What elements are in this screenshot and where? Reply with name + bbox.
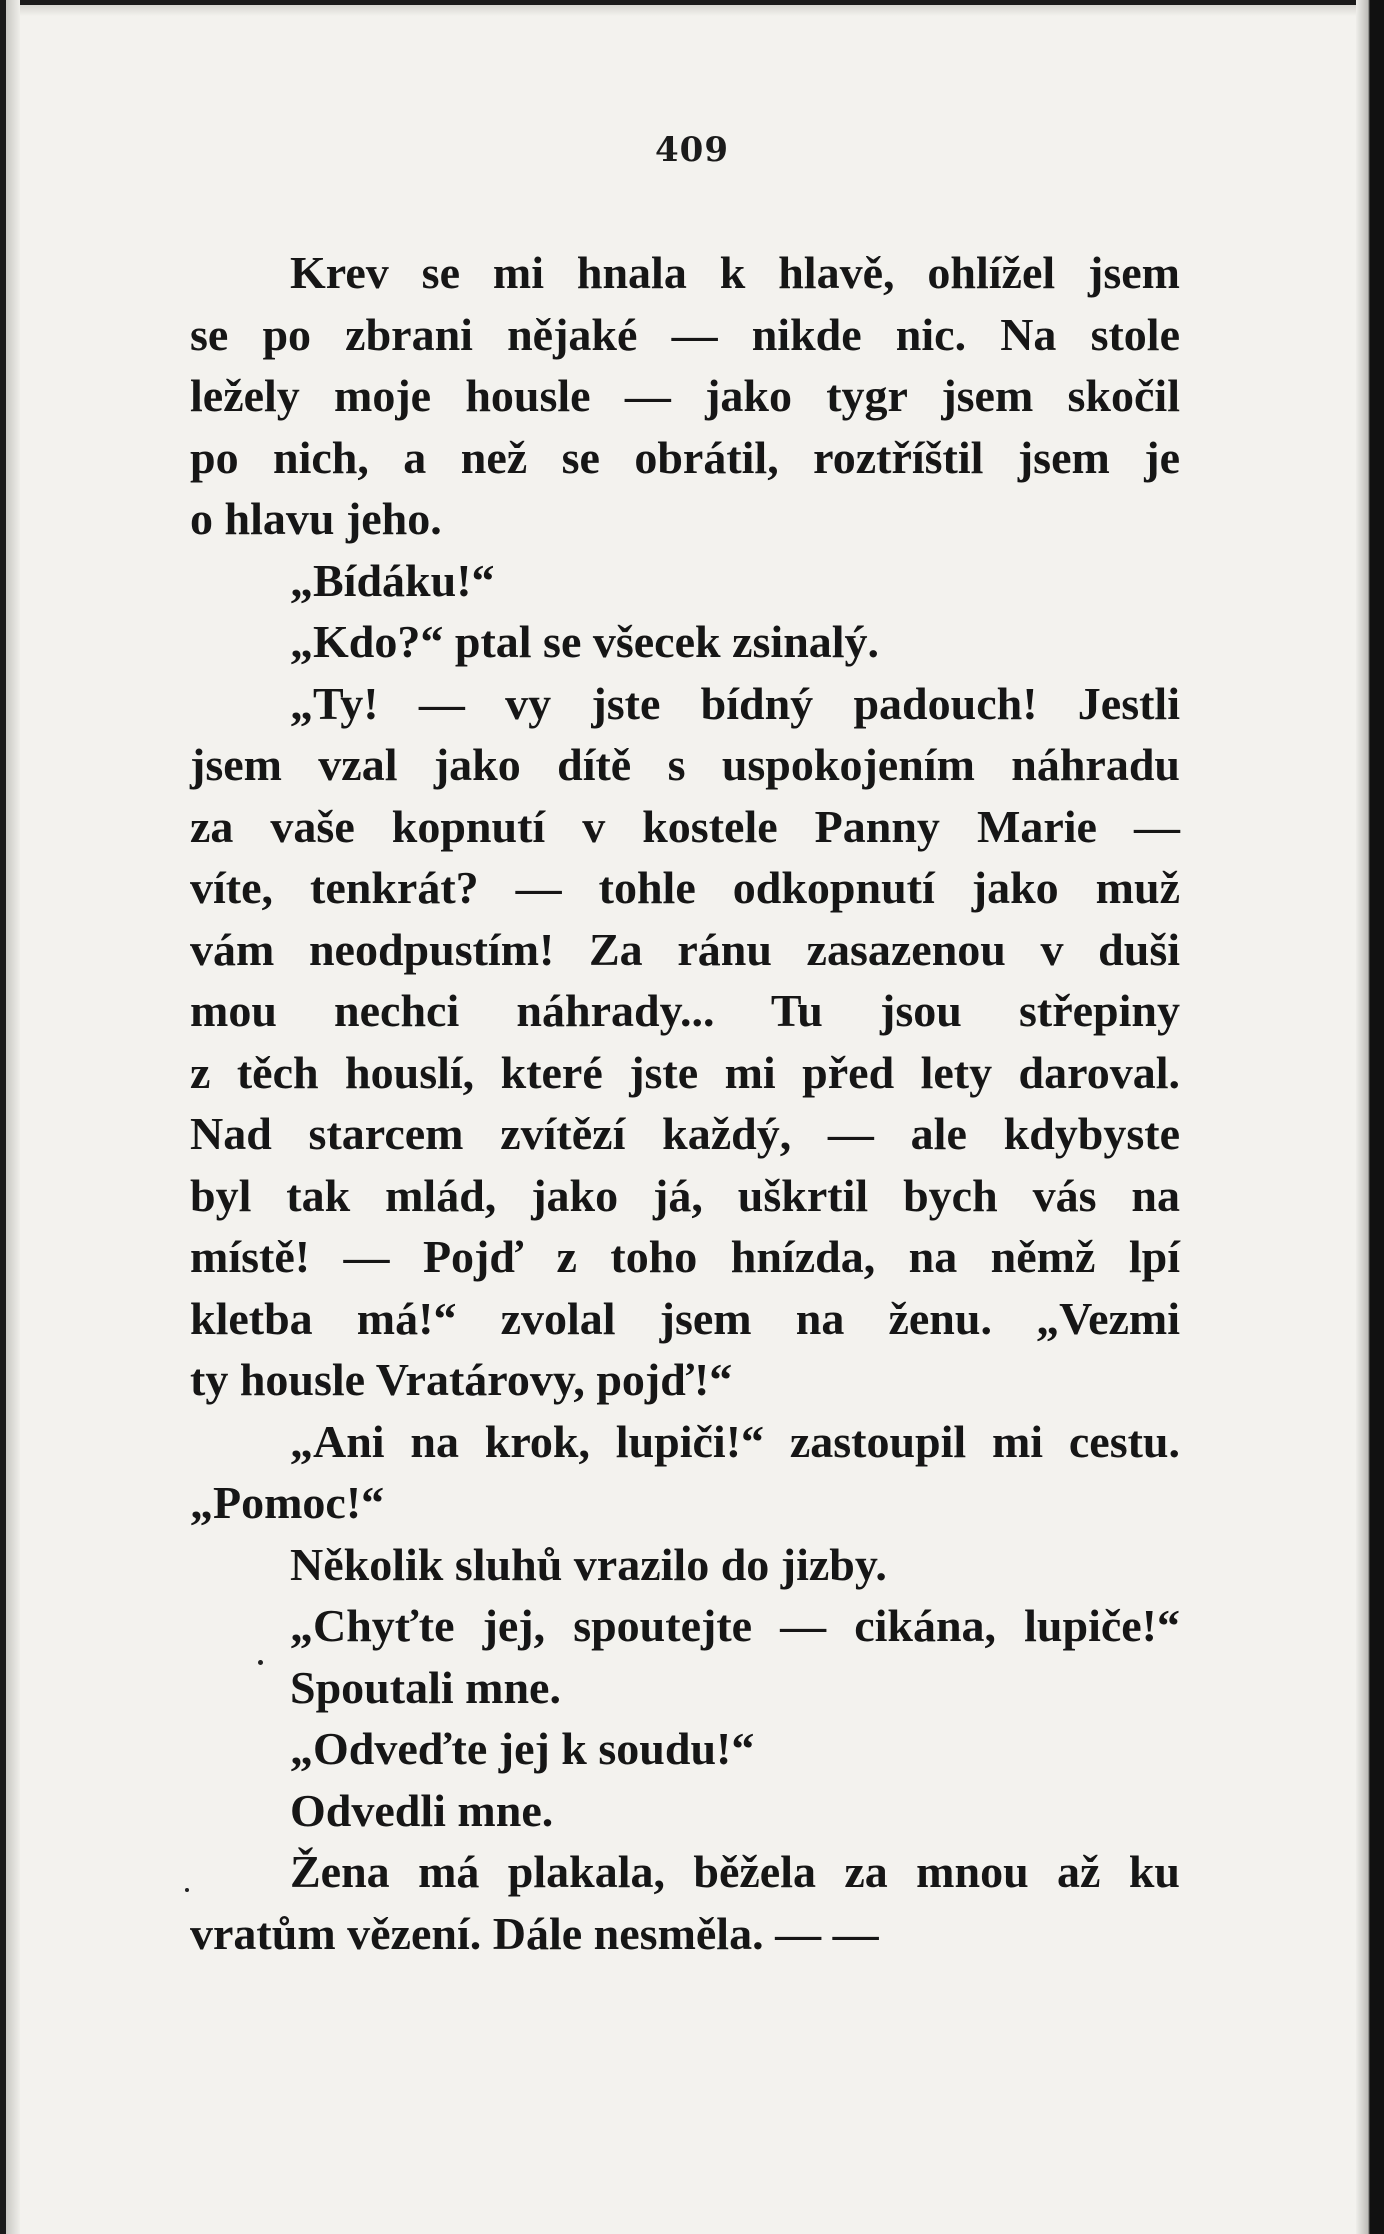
text-line: se po zbrani nějaké — nikde nic. Na stole <box>190 308 1180 360</box>
text-line: „Ty! — vy jste bídný padouch! Jestli <box>290 677 1180 729</box>
text-line: Krev se mi hnala k hlavě, ohlížel jsem <box>290 247 1180 298</box>
text-line: „Odveďte jej k soudu!“ <box>290 1723 755 1774</box>
ink-speck <box>258 1660 263 1665</box>
scan-edge-left <box>0 0 20 2234</box>
text-line: po nich, a než se obrátil, roztříštil jsem je <box>190 431 1180 483</box>
text-line: víte, tenkrát? — tohle odkopnutí jako muž <box>190 862 1180 913</box>
text-line: „Pomoc!“ <box>190 1477 385 1528</box>
body-text <box>190 242 1180 1964</box>
page-number: 409 <box>655 130 729 170</box>
text-line: „Chyťte jej, spoutejte — cikána, lupiče!“ <box>290 1600 1180 1651</box>
text-line: „Bídáku!“ <box>290 554 495 606</box>
text-line: „Ani na krok, lupiči!“ zastoupil mi cestu. <box>290 1415 1180 1467</box>
text-line: ty housle Vratárovy, pojď!“ <box>190 1354 733 1405</box>
text-line: Žena má plakala, běžela za mnou až ku <box>290 1846 1180 1897</box>
text-line: o hlavu jeho. <box>190 493 442 544</box>
text-line: „Kdo?“ ptal se všecek zsinalý. <box>290 616 880 667</box>
text-line: kletba má!“ zvolal jsem na ženu. „Vezmi <box>190 1292 1180 1344</box>
ink-speck <box>185 1888 189 1892</box>
scan-edge-right <box>1356 0 1384 2234</box>
text-line: Spoutali mne. <box>290 1661 561 1713</box>
text-line: byl tak mlád, jako já, uškrtil bych vás na <box>190 1169 1180 1221</box>
text-line: Nad starcem zvítězí každý, — ale kdybyste <box>190 1108 1180 1159</box>
text-line: z těch houslí, které jste mi před lety daroval. <box>190 1046 1180 1098</box>
text-line: místě! — Pojď z toho hnízda, na němž lpí <box>190 1231 1180 1282</box>
text-line: za vaše kopnutí v kostele Panny Marie — <box>190 800 1180 852</box>
text-line: jsem vzal jako dítě s uspokojením náhradu <box>190 739 1180 790</box>
text-line: ležely moje housle — jako tygr jsem skočil <box>190 370 1180 421</box>
text-line: Odvedli mne. <box>290 1784 554 1836</box>
text-line: mou nechci náhrady... Tu jsou střepiny <box>190 985 1180 1036</box>
scan-edge-top <box>0 0 1384 16</box>
text-line: Několik sluhů vrazilo do jizby. <box>290 1538 887 1590</box>
text-line: vám neodpustím! Za ránu zasazenou v duši <box>190 923 1180 975</box>
text-line: vratům vězení. Dále nesměla. — — <box>190 1907 879 1959</box>
